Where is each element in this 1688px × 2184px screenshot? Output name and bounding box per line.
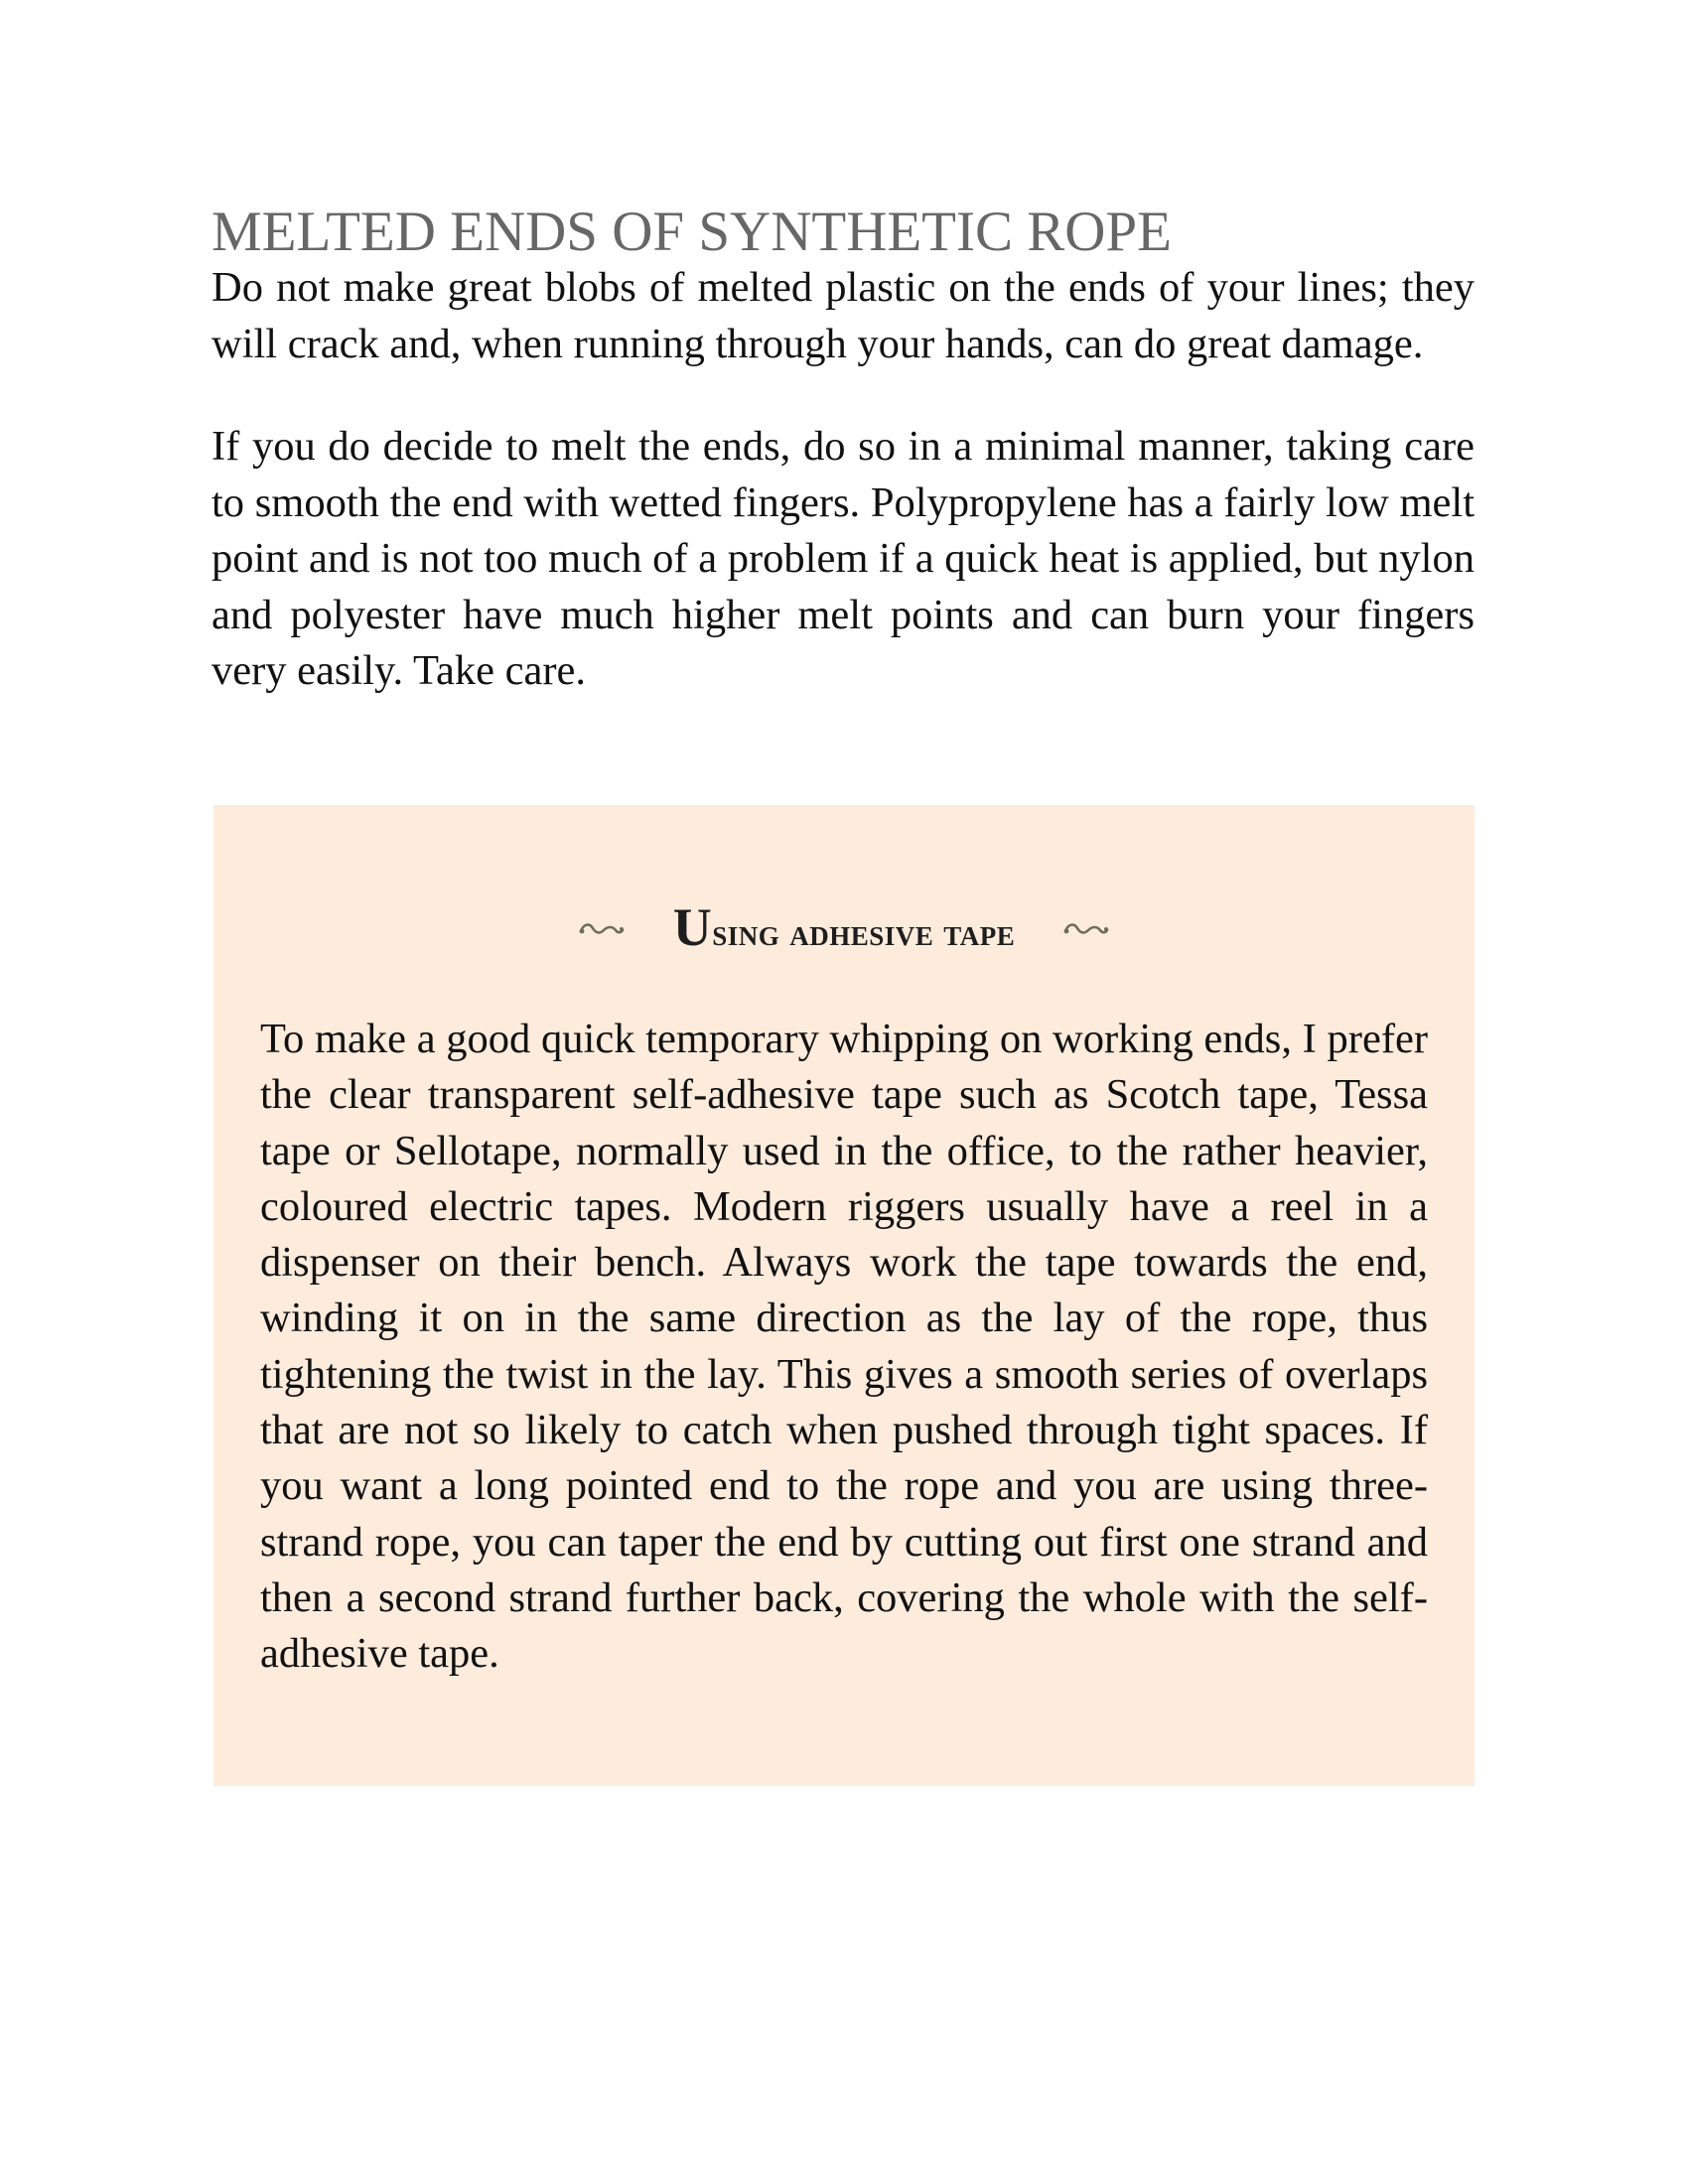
body-paragraph: If you do decide to melt the ends, do so in a minimal manner, taking care to smooth the end with wetted fingers. Polypropylene has a fairly low melt point and is not too much of a problem if a quick heat is applied, but nylon and polyester have much higher melt points and can burn your fingers very easily. Take care. (211, 423, 1475, 694)
sidebar-title-row (213, 892, 1475, 962)
sidebar-paragraph: To make a good quick temporary whipping on working ends, I prefer the clear transparent self-adhesive tape such as Scotch tape, Tessa tape or Sellotape, normally used in the office, to the rather heavier, coloured electric tapes. Modern riggers usually have a reel in a dispenser on their bench. Always work the tape towards the end, winding it on in the same direction as the lay of the rope, thus tightening the twist in the lay. This gives a smooth series of overlaps that are not so likely to catch when pushed through tight spaces. If you want a long pointed end to the rope and you are using three-strand rope, you can taper the end by cutting out first one strand and then a second strand further back, covering the whole with the self-adhesive tape. (260, 1016, 1428, 1678)
main-section (211, 199, 1475, 700)
section-heading: MELTED ENDS OF SYNTHETIC ROPE (211, 201, 1172, 263)
body-paragraph: Do not make great blobs of melted plastic on the ends of your lines; they will crack and, when running through your hands, can do great damage. (211, 264, 1475, 367)
swash-ornament-icon (578, 919, 626, 941)
sidebar-box (213, 805, 1475, 1786)
swash-ornament-icon (1062, 919, 1110, 941)
sidebar-title: Using adhesive tape (672, 897, 1016, 957)
